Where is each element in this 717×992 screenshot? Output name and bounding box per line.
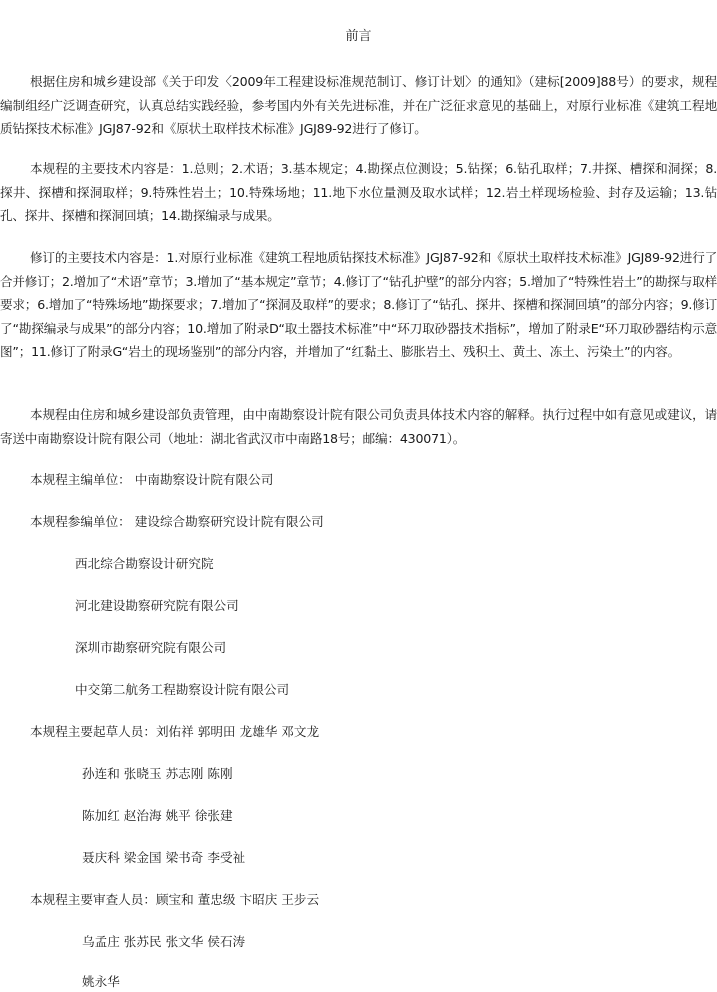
chief-editor-unit: 本规程主编单位： 中南勘察设计院有限公司 [30,472,274,487]
paragraph-main-contents: 本规程的主要技术内容是：1.总则；2.术语；3.基本规定；4.勘探点位测设；5.钻探；6.钻孔取样；7.井探、槽探和洞探；8.探井、探槽和探洞取样；9.特殊性岩土；10.特殊场地；11.地下水位量测及取水试样；12.岩土样现场检验、封存及运输；13.钻孔、探井、探槽和探洞回填；14.勘探编录与成果。 [0,161,717,224]
participating-unit: 西北综合勘察设计研究院 [75,556,214,571]
reviewers-row: 姚永华 [82,974,120,989]
page-title: 前言 [345,29,372,44]
participating-units-label: 本规程参编单位： 建设综合勘察研究设计院有限公司 [30,514,324,529]
drafters-row: 陈加红 赵治海 姚平 徐张建 [82,808,233,823]
participating-unit: 深圳市勘察研究院有限公司 [75,640,227,655]
paragraph-revision-contents: 修订的主要技术内容是：1.对原行业标准《建筑工程地质钻探技术标准》JGJ87-92和《原状土取样技术标准》JGJ89-92进行了合并修订；2.增加了“术语”章节；3.增加了“基本规定”章节；4.修订了“钻孔护壁”的部分内容；5.增加了“特殊性岩土”的勘探与取样要求；6.增加了“特殊场地”勘探要求；7.增加了“探洞及取样”的要求；8.修订了“钻孔、探井、探槽和探洞回填”的部分内容；9.修订了“勘探编录与成果”的部分内容；10.增加了附录D“取土器技术标准”中“环刀取砂器技术指标”，增加了附录E“环刀取砂器结构示意图”；11.修订了附录G“岩土的现场鉴别”的部分内容，并增加了“红黏土、膨胀岩土、残积土、黄土、冻土、污染土”的内容。 [0,250,717,360]
paragraph-background: 根据住房和城乡建设部《关于印发〈2009年工程建设标准规范制订、修订计划〉的通知》（建标[2009]88号）的要求，规程编制组经广泛调查研究，认真总结实践经验，参考国内外有关先进标准，并在广泛征求意见的基础上，对原行业标准《建筑工程地质钻探技术标准》JGJ87-92和《原状土取样技术标准》JGJ89-92进行了修订。 [0,74,717,137]
drafters-label: 本规程主要起草人员：刘佑祥 郭明田 龙雄华 邓文龙 [30,724,320,739]
drafters-row: 聂庆科 梁金国 梁书奇 李受祉 [82,850,246,865]
paragraph-management: 本规程由住房和城乡建设部负责管理，由中南勘察设计院有限公司负责具体技术内容的解释。执行过程中如有意见或建议，请寄送中南勘察设计院有限公司（地址：湖北省武汉市中南路18号；邮编：430071）。 [0,407,717,446]
reviewers-label: 本规程主要审查人员：顾宝和 董忠级 卞昭庆 王步云 [30,892,320,907]
participating-unit: 河北建设勘察研究院有限公司 [75,598,239,613]
reviewers-row: 乌孟庄 张苏民 张文华 侯石涛 [82,934,246,949]
drafters-row: 孙连和 张晓玉 苏志刚 陈刚 [82,766,233,781]
participating-unit: 中交第二航务工程勘察设计院有限公司 [75,682,290,697]
